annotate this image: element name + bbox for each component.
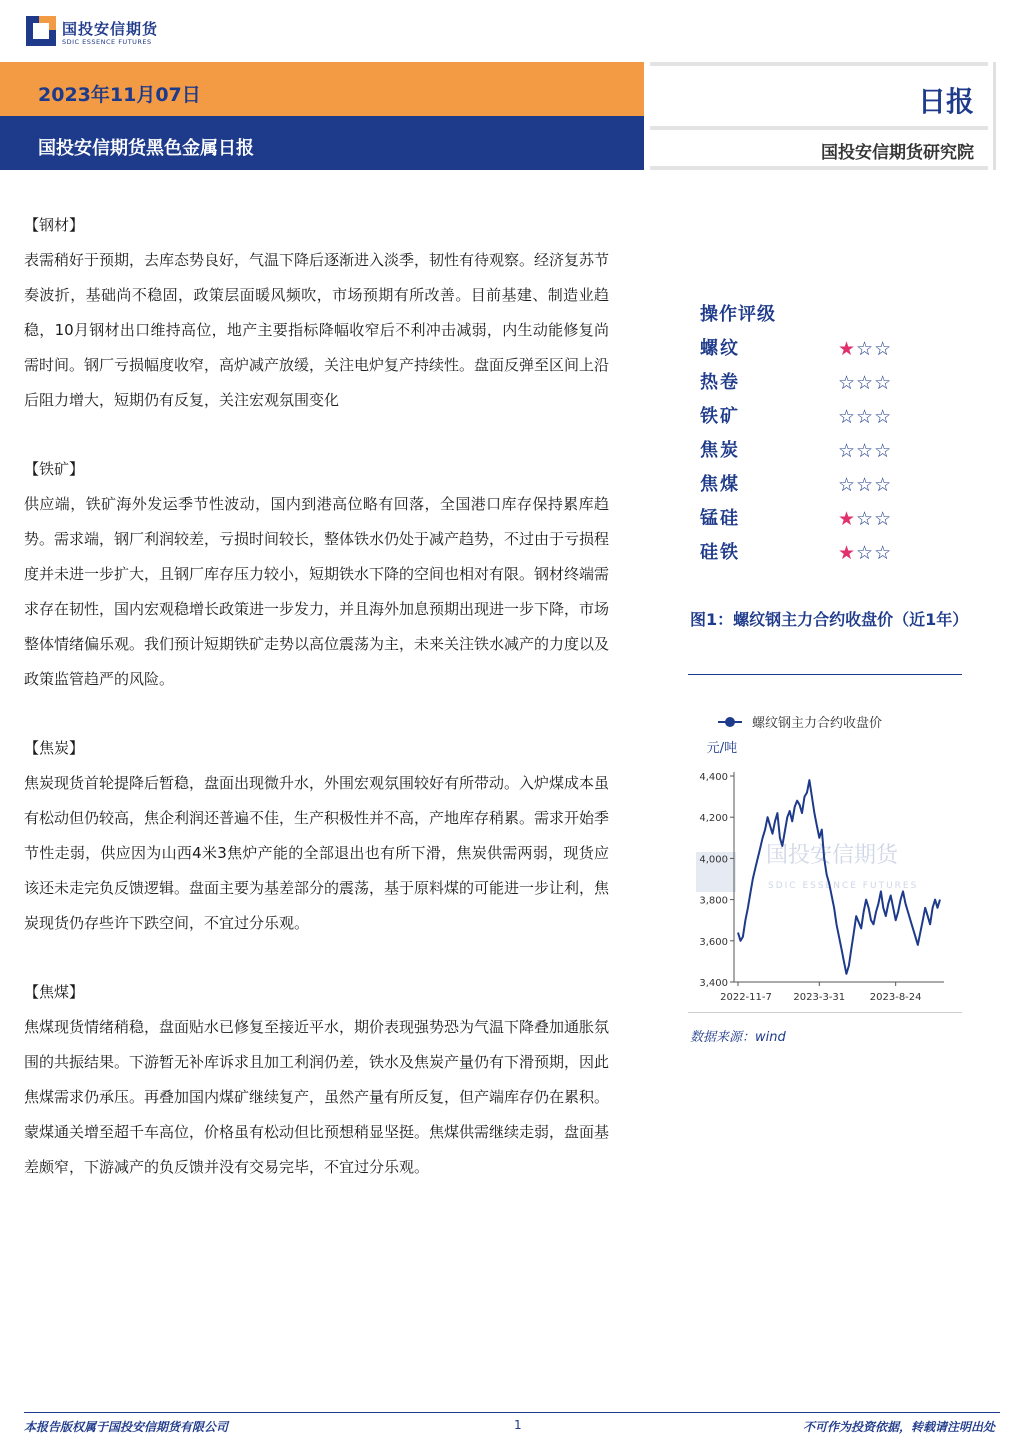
series-line bbox=[738, 780, 940, 974]
section-iron-ore bbox=[24, 452, 609, 697]
rating-row bbox=[700, 434, 960, 468]
divider bbox=[650, 126, 988, 130]
star-filled-icon: ★ bbox=[838, 338, 857, 360]
rating-row bbox=[700, 332, 960, 366]
rating-item-name: 铁矿 bbox=[700, 406, 740, 427]
commentary bbox=[24, 208, 609, 1219]
rating-stars bbox=[838, 434, 892, 468]
divider bbox=[650, 166, 988, 170]
rating-item-name: 焦煤 bbox=[700, 474, 740, 495]
logo-mark-icon bbox=[26, 16, 56, 46]
x-tick-label: 2023-3-31 bbox=[793, 992, 846, 1003]
logo-text-en: SDIC ESSENCE FUTURES bbox=[62, 38, 152, 46]
rating-stars bbox=[838, 366, 892, 400]
y-axis-label: 元/吨 bbox=[706, 741, 738, 756]
x-tick-label: 2022-11-7 bbox=[720, 992, 772, 1003]
section-text: 焦炭现货首轮提降后暂稳，盘面出现微升水，外围宏观氛围较好有所带动。入炉煤成本虽有松动但仍较高，焦企利润还普遍不佳，生产积极性并不高，产地库存稍累。需求开始季节性走弱，供应因为山西4米3焦炉产能的全部退出也有所下滑，焦炭供需两弱，现货应该还未走完负反馈逻辑。盘面主要为基差部分的震荡，基于原料煤的可能进一步让利，焦炭现货仍存些许下跌空间，不宜过分乐观。 bbox=[24, 774, 610, 932]
star-empty-icon: ☆ bbox=[838, 474, 857, 496]
star-empty-icon: ☆ bbox=[856, 542, 875, 564]
star-empty-icon: ☆ bbox=[856, 372, 875, 394]
section-title: 【焦炭】 bbox=[24, 739, 85, 757]
report-type: 日报 bbox=[917, 85, 974, 118]
star-empty-icon: ☆ bbox=[874, 542, 893, 564]
star-empty-icon: ☆ bbox=[874, 372, 893, 394]
rating-stars bbox=[838, 400, 892, 434]
data-source: 数据来源：wind bbox=[690, 1030, 786, 1045]
institute-name: 国投安信期货研究院 bbox=[821, 143, 974, 163]
company-logo bbox=[26, 16, 186, 52]
y-tick-label: 3,800 bbox=[699, 895, 728, 907]
y-tick-label: 4,400 bbox=[699, 772, 728, 783]
divider bbox=[650, 62, 988, 66]
divider bbox=[688, 674, 962, 675]
divider bbox=[993, 62, 996, 170]
star-filled-icon: ★ bbox=[838, 508, 857, 530]
legend-label: 螺纹钢主力合约收盘价 bbox=[752, 716, 883, 731]
section-text: 焦煤现货情绪稍稳，盘面贴水已修复至接近平水，期价表现强势恐为气温下降叠加通胀氛围的共振结果。下游暂无补库诉求且加工利润仍差，铁水及焦炭产量仍有下滑预期，因此焦煤需求仍承压。再叠加国内煤矿继续复产，虽然产量有所反复，但产端库存仍在累积。蒙煤通关增至超千车高位，价格虽有松动但比预想稍显坚挺。焦煤供需继续走弱，盘面基差颇窄，下游减产的负反馈并没有交易完毕，不宜过分乐观。 bbox=[24, 1018, 610, 1176]
star-empty-icon: ☆ bbox=[838, 440, 857, 462]
rating-stars bbox=[838, 536, 892, 570]
rating-row bbox=[700, 366, 960, 400]
star-empty-icon: ☆ bbox=[838, 406, 857, 428]
y-tick-label: 3,600 bbox=[699, 936, 728, 948]
y-tick-label: 4,000 bbox=[699, 854, 728, 866]
rating-title: 操作评级 bbox=[700, 304, 776, 325]
divider bbox=[24, 1412, 1000, 1413]
rating-item-name: 锰硅 bbox=[700, 508, 740, 529]
section-text: 供应端，铁矿海外发运季节性波动，国内到港高位略有回落，全国港口库存保持累库趋势。需求端，钢厂利润较差，亏损时间较长，整体铁水仍处于减产趋势，不过由于亏损程度并未进一步扩大，且钢厂库存压力较小，短期铁水下降的空间也相对有限。钢材终端需求存在韧性，国内宏观稳增长政策进一步发力，并且海外加息预期出现进一步下降，市场整体情绪偏乐观。我们预计短期铁矿走势以高位震荡为主，未来关注铁水减产的力度以及政策监管趋严的风险。 bbox=[24, 495, 610, 688]
divider bbox=[688, 1012, 962, 1013]
rating-stars bbox=[838, 502, 892, 536]
star-empty-icon: ☆ bbox=[874, 508, 893, 530]
star-empty-icon: ☆ bbox=[874, 440, 893, 462]
rating-row bbox=[700, 400, 960, 434]
rating-panel bbox=[700, 298, 960, 570]
watermark-text: SDIC ESSENCE FUTURES bbox=[768, 881, 919, 891]
star-empty-icon: ☆ bbox=[856, 440, 875, 462]
section-title: 【钢材】 bbox=[24, 216, 85, 234]
rating-item-name: 硅铁 bbox=[700, 542, 740, 563]
y-tick-label: 4,200 bbox=[699, 813, 728, 825]
star-filled-icon: ★ bbox=[838, 542, 857, 564]
star-empty-icon: ☆ bbox=[874, 338, 893, 360]
star-empty-icon: ☆ bbox=[856, 338, 875, 360]
section-title: 【焦煤】 bbox=[24, 983, 85, 1001]
figure-title: 图1：螺纹钢主力合约收盘价（近1年） bbox=[690, 610, 969, 629]
section-text: 表需稍好于预期，去库态势良好，气温下降后逐渐进入淡季，韧性有待观察。经济复苏节奏波折，基础尚不稳固，政策层面暖风频吹，市场预期有所改善。目前基建、制造业趋稳，10月钢材出口维持高位，地产主要指标降幅收窄后不利冲击减弱，内生动能修复尚需时间。钢厂亏损幅度收窄，高炉减产放缓，关注电炉复产持续性。盘面反弹至区间上沿后阻力增大，短期仍有反复，关注宏观氛围变化 bbox=[24, 251, 610, 409]
star-empty-icon: ☆ bbox=[874, 474, 893, 496]
copyright-notice: 本报告版权属于国投安信期货有限公司 bbox=[24, 1420, 229, 1434]
price-line-chart bbox=[688, 700, 962, 1012]
x-tick-label: 2023-8-24 bbox=[869, 992, 922, 1003]
rating-item-name: 热卷 bbox=[700, 372, 740, 393]
section-steel bbox=[24, 208, 609, 418]
star-empty-icon: ☆ bbox=[838, 372, 857, 394]
logo-text-cn: 国投安信期货 bbox=[62, 20, 159, 38]
section-coking-coal bbox=[24, 975, 609, 1185]
rating-row bbox=[700, 468, 960, 502]
report-title: 国投安信期货黑色金属日报 bbox=[38, 138, 254, 159]
rating-row bbox=[700, 502, 960, 536]
report-type-box bbox=[650, 62, 988, 170]
rating-stars bbox=[838, 332, 892, 366]
rating-stars bbox=[838, 468, 892, 502]
rating-item-name: 焦炭 bbox=[700, 440, 740, 461]
star-empty-icon: ☆ bbox=[856, 406, 875, 428]
star-empty-icon: ☆ bbox=[874, 406, 893, 428]
rating-item-name: 螺纹 bbox=[700, 338, 740, 359]
star-empty-icon: ☆ bbox=[856, 508, 875, 530]
disclaimer: 不可作为投资依据，转载请注明出处 bbox=[802, 1420, 995, 1434]
star-empty-icon: ☆ bbox=[856, 474, 875, 496]
page-number: 1 bbox=[514, 1418, 522, 1432]
report-date: 2023年11月07日 bbox=[38, 84, 201, 106]
watermark-text: 国投安信期货 bbox=[766, 843, 899, 868]
section-title: 【铁矿】 bbox=[24, 460, 85, 478]
y-tick-label: 3,400 bbox=[699, 978, 728, 989]
rating-row bbox=[700, 536, 960, 570]
section-coke bbox=[24, 731, 609, 941]
legend-marker-icon bbox=[725, 717, 735, 727]
